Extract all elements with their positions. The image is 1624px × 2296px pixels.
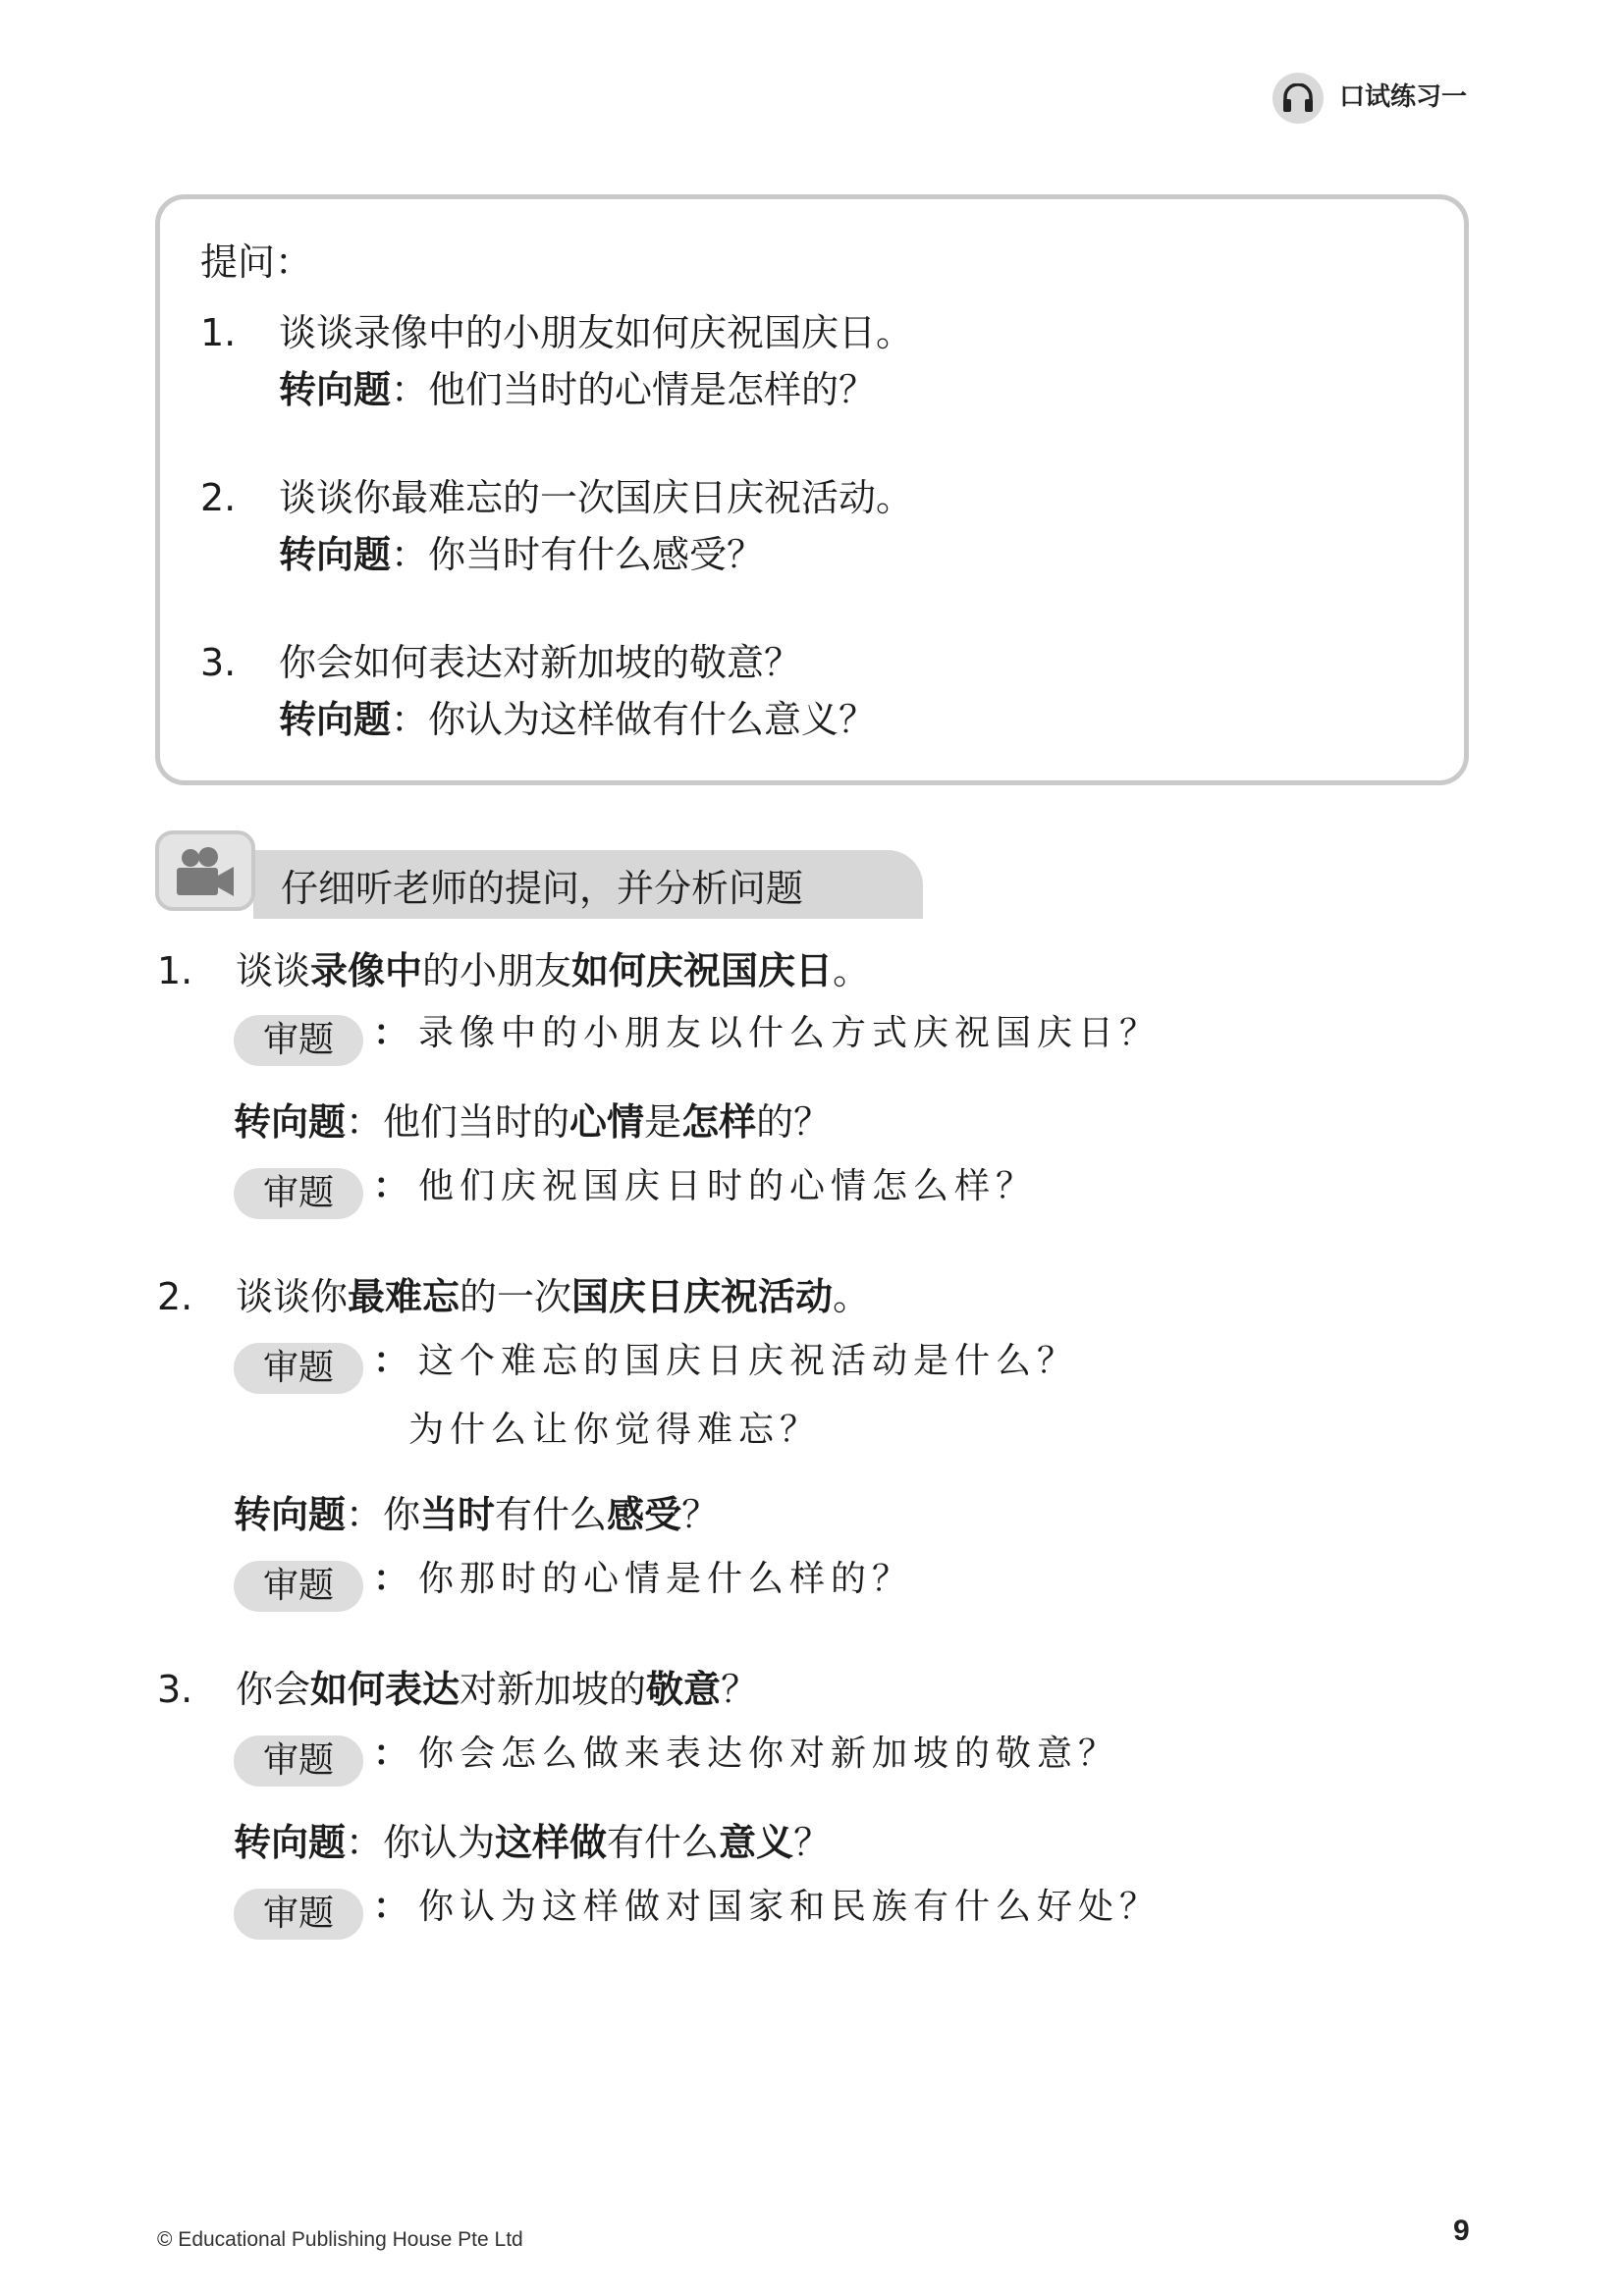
follow-up-row (234, 1092, 831, 1146)
analysis-text: 为什么让你觉得难忘？ (408, 1410, 822, 1450)
keyword: 如何庆祝国庆日 (571, 949, 834, 992)
question-3 (200, 632, 801, 686)
follow-up-2 (279, 524, 764, 578)
text: 对新加坡的 (460, 1668, 647, 1711)
shen-ti-badge: 审题 (234, 1015, 363, 1066)
text: 的一次 (460, 1275, 572, 1318)
analysis-text: 录像中的小朋友以什么方式庆祝国庆日？ (418, 1013, 1162, 1053)
follow-up-label: 转向题 (234, 1493, 347, 1536)
colon: ： (373, 1341, 409, 1381)
follow-up-label: 转向题 (279, 533, 392, 576)
text: ：你认为 (346, 1821, 496, 1864)
follow-up-label: 转向题 (279, 368, 392, 411)
shen-ti-badge: 审题 (234, 1168, 363, 1219)
analysis-text: 他们庆祝国庆日时的心情怎么样？ (418, 1166, 1038, 1206)
question-text: 谈谈录像中的小朋友如何庆祝国庆日。 (279, 311, 914, 354)
question-box-title: 提问： (200, 240, 313, 284)
video-camera-icon (173, 840, 238, 907)
shen-ti-badge: 审题 (234, 1735, 363, 1787)
keyword: 感受 (607, 1493, 682, 1536)
analysis-question-1 (157, 940, 870, 994)
follow-up-text: 你认为这样做有什么意义？ (428, 698, 877, 741)
headphones-icon (1272, 73, 1324, 124)
text: 有什么 (495, 1493, 608, 1536)
analysis-row (234, 1726, 1119, 1787)
shen-ti-badge: 审题 (234, 1561, 363, 1612)
follow-up-separator: ： (391, 698, 429, 741)
colon: ： (373, 1734, 409, 1774)
text: 谈谈 (236, 949, 311, 992)
keyword: 当时 (420, 1493, 496, 1536)
question-text: 谈谈你最难忘的一次国庆日庆祝活动。 (279, 476, 914, 519)
follow-up-text: 他们当时的心情是怎样的？ (428, 368, 877, 411)
analysis-text: 你会怎么做来表达你对新加坡的敬意？ (418, 1734, 1120, 1774)
analysis-row (234, 1551, 913, 1612)
follow-up-label: 转向题 (234, 1100, 347, 1144)
question-number: 1. (157, 949, 193, 992)
keyword: 录像中 (310, 949, 423, 992)
question-number: 2. (200, 476, 237, 519)
analysis-row (234, 1333, 1078, 1394)
text: 。 (833, 1275, 871, 1318)
follow-up-text: 你当时有什么感受？ (428, 533, 765, 576)
text: 的？ (756, 1100, 832, 1144)
follow-up-separator: ： (391, 533, 429, 576)
colon: ： (373, 1887, 409, 1927)
analysis-question-3 (157, 1659, 758, 1713)
text: 的小朋友 (422, 949, 572, 992)
shen-ti-badge: 审题 (234, 1889, 363, 1940)
question-1 (200, 302, 913, 356)
follow-up-label: 转向题 (234, 1821, 347, 1864)
page-number: 9 (1453, 2215, 1470, 2247)
text: ：你 (346, 1493, 421, 1536)
keyword: 心情 (569, 1100, 645, 1144)
follow-up-1 (279, 359, 876, 413)
follow-up-row (234, 1484, 719, 1538)
text: 有什么 (607, 1821, 720, 1864)
analysis-question-2 (157, 1266, 870, 1320)
text: ？ (721, 1668, 759, 1711)
text: ？ (793, 1821, 832, 1864)
keyword: 国庆日庆祝活动 (571, 1275, 834, 1318)
analysis-text: 这个难忘的国庆日庆祝活动是什么？ (418, 1341, 1079, 1381)
keyword: 怎样 (681, 1100, 757, 1144)
question-number: 1. (200, 311, 237, 354)
question-number: 3. (157, 1668, 193, 1711)
analysis-text: 你认为这样做对国家和民族有什么好处？ (418, 1887, 1162, 1927)
keyword: 这样做 (495, 1821, 608, 1864)
text: ：他们当时的 (346, 1100, 570, 1144)
text: 谈谈你 (236, 1275, 349, 1318)
analysis-row (234, 1005, 1161, 1066)
analysis-row (234, 1158, 1037, 1219)
colon: ： (373, 1559, 409, 1599)
copyright-notice: © Educational Publishing House Pte Ltd (157, 2228, 523, 2251)
question-number: 2. (157, 1275, 193, 1318)
colon: ： (373, 1013, 409, 1053)
follow-up-row (234, 1812, 831, 1866)
text: 。 (833, 949, 871, 992)
follow-up-label: 转向题 (279, 698, 392, 741)
text: ？ (681, 1493, 720, 1536)
follow-up-separator: ： (391, 368, 429, 411)
keyword: 最难忘 (348, 1275, 460, 1318)
question-text: 你会如何表达对新加坡的敬意？ (279, 641, 802, 684)
text: 你会 (236, 1668, 311, 1711)
analysis-text: 你那时的心情是什么样的？ (418, 1559, 914, 1599)
analysis-row (234, 1879, 1161, 1940)
keyword: 敬意 (646, 1668, 722, 1711)
colon: ： (373, 1166, 409, 1206)
follow-up-3 (279, 689, 876, 743)
keyword: 如何表达 (310, 1668, 460, 1711)
keyword: 意义 (719, 1821, 794, 1864)
shen-ti-badge: 审题 (234, 1343, 363, 1394)
question-number: 3. (200, 641, 237, 684)
header-label: 口试练习一 (1339, 82, 1468, 112)
section-title: 仔细听老师的提问，并分析问题 (281, 867, 804, 910)
question-2 (200, 467, 913, 521)
text: 是 (644, 1100, 682, 1144)
